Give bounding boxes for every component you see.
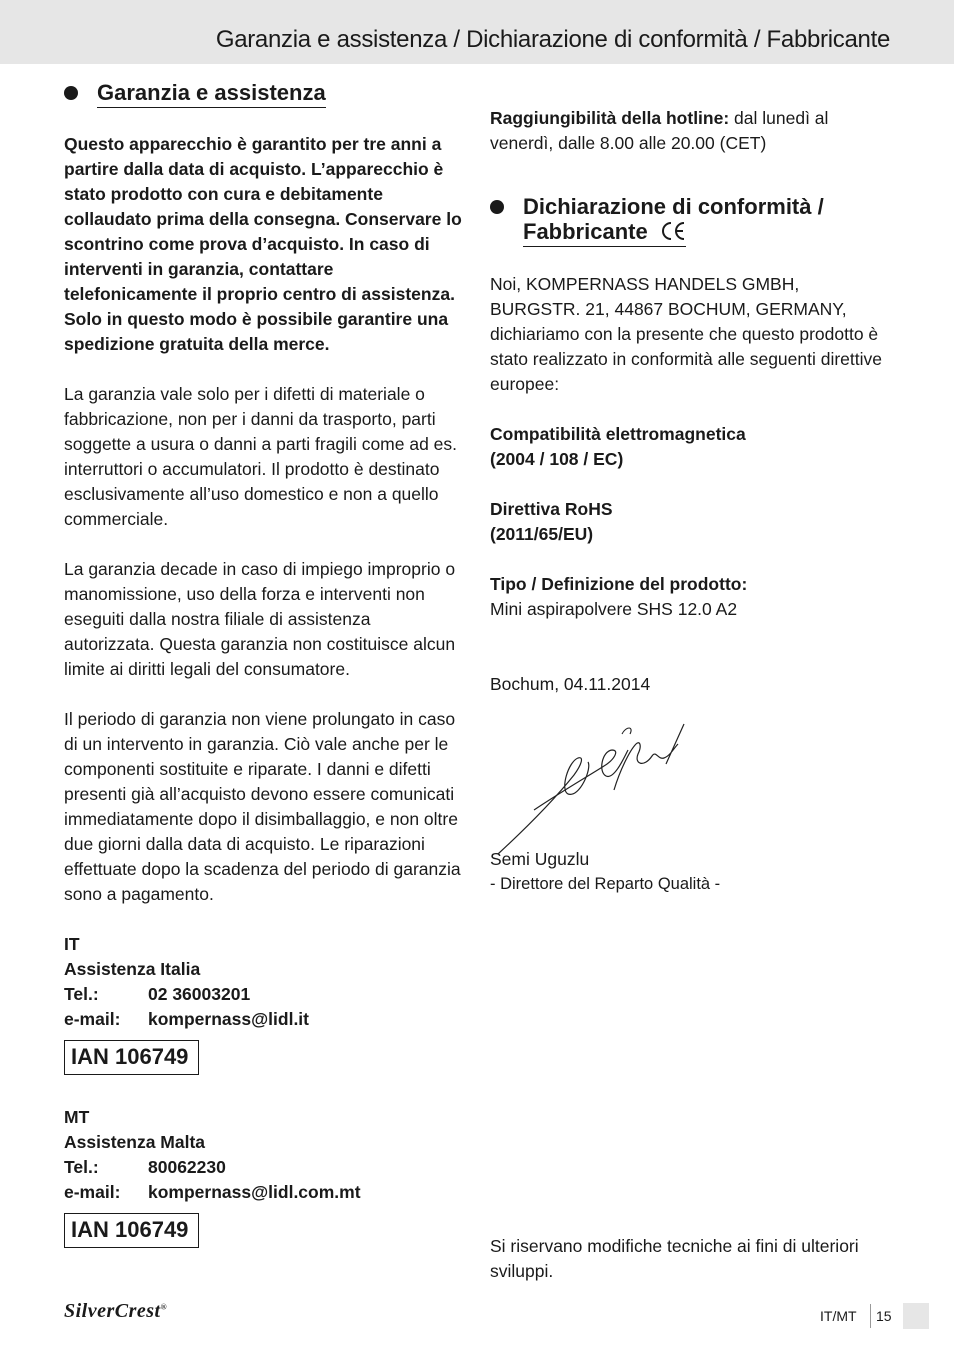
phone-number: 80062230	[148, 1157, 226, 1177]
signature-image	[494, 720, 694, 860]
phone-number: 02 36003201	[148, 984, 251, 1004]
email-address: kompernass@lidl.com.mt	[148, 1182, 361, 1202]
left-column	[64, 80, 464, 1248]
page-title: Garanzia e assistenza / Dichiarazione di conformità / Fabbricante	[215, 26, 890, 53]
bullet-icon	[64, 86, 78, 100]
service-center-name: Assistenza Italia	[64, 959, 201, 979]
warranty-paragraph: La garanzia vale solo per i difetti di materiale o fabbricazione, non per i danni da trasporto, parti soggette a usura o danni a parti fragili come ad es. interruttori o accumulatori. Il prodotto è destinato esclusivamente all’uso domestico e non a quello commerciale.	[64, 384, 458, 529]
ian-box: IAN 106749	[64, 1040, 199, 1075]
emc-directive: Compatibilità elettromagnetica (2004 / 108 / EC)	[490, 424, 746, 469]
contact-block-mt	[64, 1105, 464, 1248]
warranty-paragraph: Il periodo di garanzia non viene prolungato in caso di un intervento in garanzia. Ciò vale anche per le componenti sostituite e riparate. I danni e difetti presenti già all’acquisto devono essere comunicati immediatamente dopo il disimballaggio, e non oltre due giorni dalla data di acquisto. Le riparazioni effettuate dopo la scadenza del periodo di garanzia sono a pagamento.	[64, 709, 461, 904]
service-center-name: Assistenza Malta	[64, 1132, 206, 1152]
contact-block-it	[64, 932, 464, 1075]
country-code: IT	[64, 934, 80, 954]
phone-row: Tel.: 80062230	[64, 1155, 464, 1180]
product-type: Tipo / Definizione del prodotto: Mini aspirapolvere SHS 12.0 A2	[490, 574, 748, 619]
signer-role: - Direttore del Reparto Qualità -	[490, 875, 721, 893]
phone-row: Tel.: 02 36003201	[64, 982, 464, 1007]
warranty-heading: Garanzia e assistenza	[64, 80, 464, 105]
email-row: e-mail: kompernass@lidl.com.mt	[64, 1180, 464, 1205]
email-row: e-mail: kompernass@lidl.it	[64, 1007, 464, 1032]
header-bar	[0, 0, 954, 64]
bullet-icon	[490, 200, 504, 214]
rohs-directive: Direttiva RoHS (2011/65/EU)	[490, 499, 613, 544]
warranty-intro: Questo apparecchio è garantito per tre anni a partire dalla data di acquisto. L’apparecchio è stato prodotto con cura e debitamente collaudato prima della consegna. Conservare lo scontrino come prova d’acquisto. In caso di interventi in garanzia, contattare telefonicamente il proprio centro di assistenza. Solo in questo modo è possibile garantire una spedizione gratuita della merce.	[64, 134, 462, 354]
brand-logo: SilverCrest®	[64, 1300, 168, 1322]
ce-mark-icon	[660, 221, 686, 241]
ian-box: IAN 106749	[64, 1213, 199, 1248]
footer-tab	[903, 1303, 929, 1329]
place-date: Bochum, 04.11.2014	[490, 674, 651, 694]
conformity-heading: Dichiarazione di conformità / Fabbricante	[490, 194, 890, 247]
warranty-paragraph: La garanzia decade in caso di impiego improprio o manomissione, uso della forza e interventi non eseguiti dalla nostra filiale di assistenza autorizzata. Questa garanzia non costituisce alcun limite ai diritti legali del consumatore.	[64, 559, 456, 679]
declaration-text: Noi, KOMPERNASS HANDELS GMBH, BURGSTR. 21, 44867 BOCHUM, GERMANY, dichiariamo con la presente che questo prodotto è stato realizzato in conformità alle seguenti direttive europee:	[490, 274, 883, 394]
signer-name: Semi Uguzlu	[490, 849, 590, 869]
technical-note: Si riservano modifiche tecniche ai fini di ulteriori sviluppi.	[490, 1236, 859, 1281]
footer-divider	[870, 1304, 871, 1328]
hotline-info: Raggiungibilità della hotline: dal lunedì al venerdì, dalle 8.00 alle 20.00 (CET)	[490, 108, 829, 153]
footer-region: IT/MT	[820, 1308, 857, 1324]
country-code: MT	[64, 1107, 90, 1127]
page-number: 15	[876, 1308, 892, 1324]
email-address: kompernass@lidl.it	[148, 1009, 309, 1029]
